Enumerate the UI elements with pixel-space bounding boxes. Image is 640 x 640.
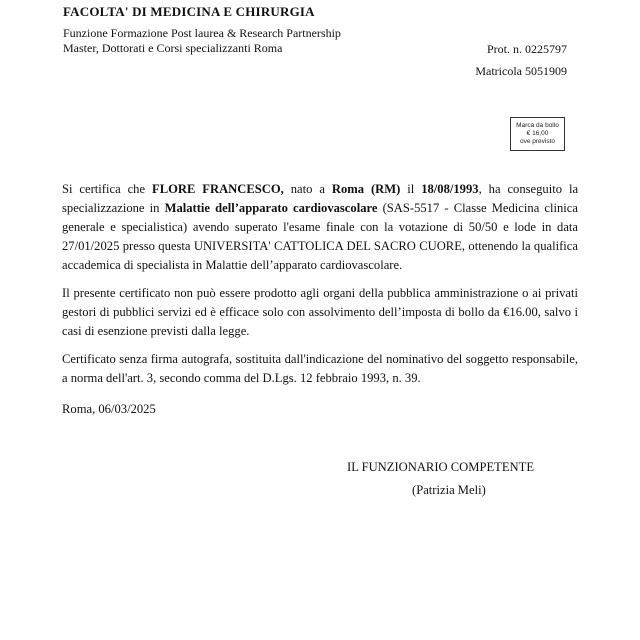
birthdate: 18/08/1993 <box>421 182 479 196</box>
birthplace: Roma (RM) <box>331 182 401 196</box>
stamp-line-3: ove previsto <box>519 138 556 145</box>
p1-text-5: (SAS-5517 - Classe Medicina clinica generale e specialistica) avendo superato l'esame finale con la votazione di 50/50 e lode in data 27/01/2025 presso questa UNIVERSITA' CATTOLICA DEL SACRO CUORE, ottenendo la qualifica accademica di specialista in Malattie dell’apparato cardiovascolare. <box>62 201 578 272</box>
stamp-line-2: € 16,00 <box>526 130 549 137</box>
office-name: Funzione Formazione Post laurea & Research Partnership <box>63 26 341 40</box>
signatory-title: IL FUNZIONARIO COMPETENTE <box>347 460 535 474</box>
place-and-date: Roma, 06/03/2025 <box>62 402 156 416</box>
p1-text-2: nato a <box>283 182 332 196</box>
protocol-number: Prot. n. 0225797 <box>486 42 567 56</box>
p1-text-3: il <box>400 182 422 196</box>
matricola-number: Matricola 5051909 <box>475 64 567 78</box>
p1-text-4: , ha conseguito la specializzazione in <box>62 182 579 215</box>
faculty-title: FACOLTA' DI MEDICINA E CHIRURGIA <box>63 4 315 19</box>
stamp-line-1: Marca da bollo <box>516 122 559 129</box>
signature-note-paragraph: Certificato senza firma autografa, sostituita dall'indicazione del nominativo del soggetto responsabile, a norma dell'art. 3, secondo comma del D.Lgs. 12 febbraio 1993, n. 39. <box>62 352 578 385</box>
holder-name: FLORE FRANCESCO, <box>152 182 284 196</box>
revenue-stamp-box <box>510 117 565 151</box>
signatory-name: (Patrizia Meli) <box>412 483 486 497</box>
p1-text-1: Si certifica che <box>62 182 152 196</box>
certification-paragraph <box>62 180 578 275</box>
specialization-name: Malattie dell’apparato cardiovascolare <box>164 201 378 215</box>
office-subtitle: Master, Dottorati e Corsi specializzanti Roma <box>63 41 283 55</box>
validity-paragraph: Il presente certificato non può essere prodotto agli organi della pubblica amministrazione o ai privati gestori di pubblici servizi ed è efficace solo con assolvimento dell’imposta di bollo da €16.00, salvo i casi di esenzione previsti dalla legge. <box>62 286 578 338</box>
